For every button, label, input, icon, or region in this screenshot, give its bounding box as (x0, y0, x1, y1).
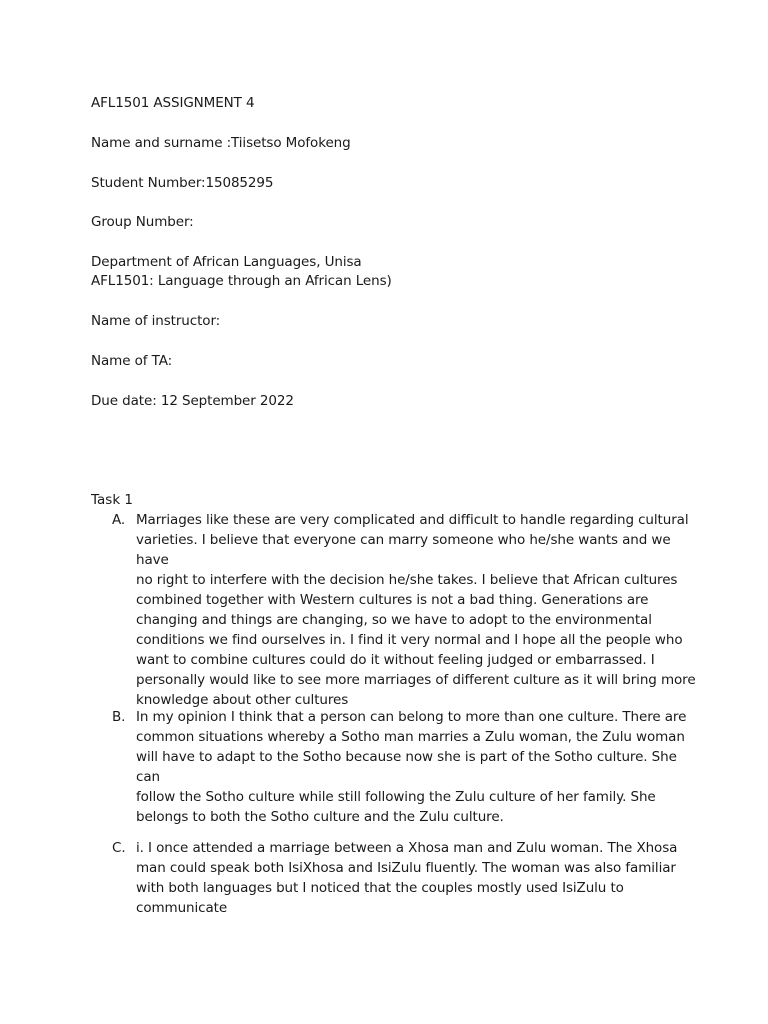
group-number: Group Number: (91, 214, 194, 230)
student-number: Student Number:15085295 (91, 175, 274, 191)
text-line: will have to adapt to the Sotho because now she is part of the Sotho culture. She can (136, 749, 677, 785)
text-line: Marriages like these are very complicated and difficult to handle regarding cultural (136, 512, 689, 528)
text-line: follow the Sotho culture while still following the Zulu culture of her family. She (136, 789, 656, 805)
text-line: no right to interfere with the decision he/she takes. I believe that African cultures (136, 572, 678, 588)
text-line: In my opinion I think that a person can belong to more than one culture. There are (136, 709, 687, 725)
ta-name: Name of TA: (91, 353, 173, 369)
text-line: common situations whereby a Sotho man marries a Zulu woman, the Zulu woman (136, 729, 685, 745)
text-line: with both languages but I noticed that the couples mostly used IsiZulu to (136, 880, 624, 896)
task-title: Task 1 (91, 492, 134, 508)
list-item (112, 838, 692, 918)
text-line: changing and things are changing, so we have to adopt to the environmental (136, 612, 652, 628)
department: Department of African Languages, Unisa (91, 254, 362, 270)
list-marker: A. (112, 512, 126, 528)
list-item (112, 707, 692, 825)
instructor-name: Name of instructor: (91, 313, 221, 329)
name-and-surname: Name and surname :Tiisetso Mofokeng (91, 135, 351, 151)
list-item-text (136, 707, 696, 827)
list-item-text (136, 838, 696, 918)
course-name: AFL1501: Language through an African Lens) (91, 273, 392, 289)
text-line: varieties. I believe that everyone can marry someone who he/she wants and we have (136, 532, 671, 568)
text-line: conditions we find ourselves in. I find it very normal and I hope all the people who (136, 632, 683, 648)
text-line: knowledge about other cultures (136, 692, 349, 708)
text-line: i. I once attended a marriage between a Xhosa man and Zulu woman. The Xhosa (136, 840, 678, 856)
list-item-text (136, 510, 696, 710)
list-item (112, 510, 696, 708)
text-line: man could speak both IsiXhosa and IsiZulu fluently. The woman was also familiar (136, 860, 676, 876)
list-marker: C. (112, 840, 126, 856)
assignment-title: AFL1501 ASSIGNMENT 4 (91, 95, 255, 111)
text-line: belongs to both the Sotho culture and the Zulu culture. (136, 809, 504, 825)
due-date: Due date: 12 September 2022 (91, 393, 294, 409)
text-line: personally would like to see more marriages of different culture as it will bring more (136, 672, 696, 688)
text-line: want to combine cultures could do it without feeling judged or embarrassed. I (136, 652, 655, 668)
text-line: combined together with Western cultures is not a bad thing. Generations are (136, 592, 649, 608)
text-line: communicate (136, 900, 228, 916)
list-marker: B. (112, 709, 126, 725)
